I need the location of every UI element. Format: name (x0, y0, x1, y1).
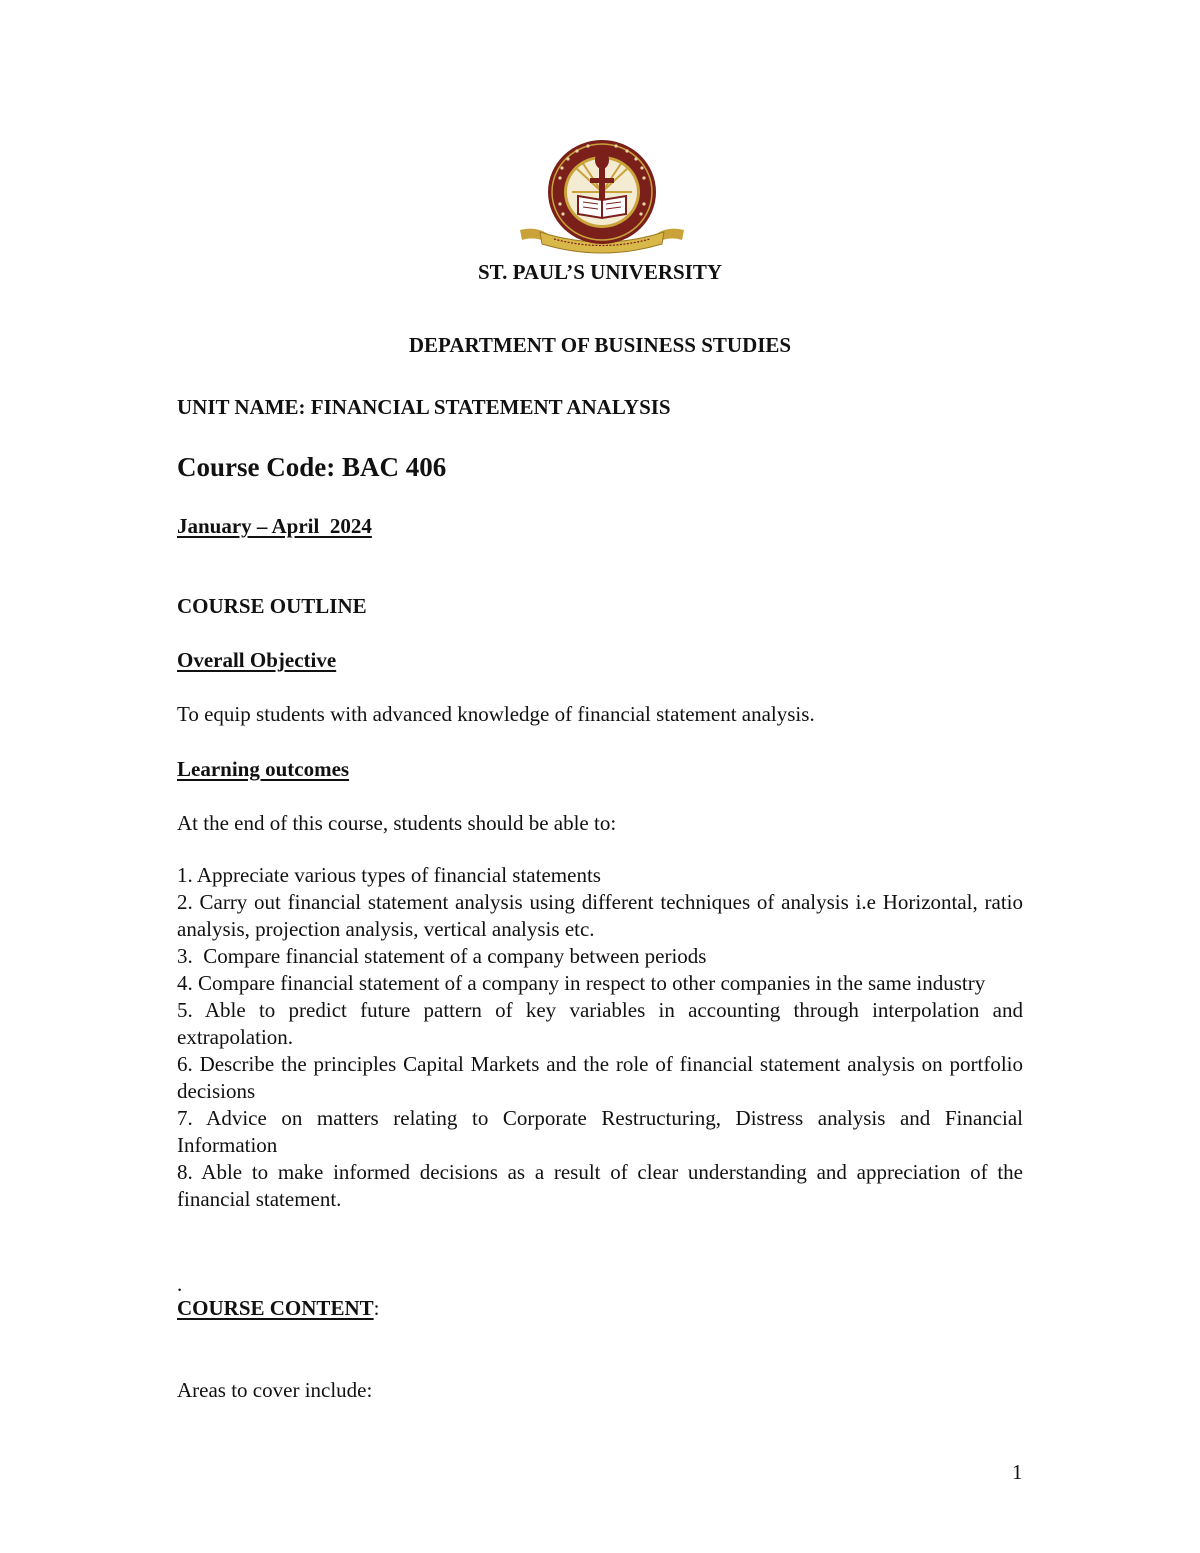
list-item: 4. Compare financial statement of a company in respect to other companies in the same industry (177, 971, 986, 995)
university-name: ST. PAUL’S UNIVERSITY (477, 260, 723, 284)
course-content-heading: COURSE CONTENT (177, 1296, 374, 1320)
list-item: 8. Able to make informed decisions as a result of clear understanding and appreciation of the financial statement. (177, 1160, 1023, 1211)
course-content-heading-line (177, 1296, 379, 1321)
areas-intro: Areas to cover include: (177, 1378, 373, 1402)
list-item: 1. Appreciate various types of financial statements (177, 863, 601, 887)
unit-name: UNIT NAME: FINANCIAL STATEMENT ANALYSIS (177, 395, 671, 419)
list-item: 5. Able to predict future pattern of key variables in accounting through interpolation and extrapolation. (177, 998, 1023, 1049)
overall-objective-heading: Overall Objective (177, 648, 337, 672)
page-number: 1 (1012, 1460, 1023, 1484)
learning-outcomes-intro: At the end of this course, students should be able to: (177, 811, 617, 835)
list-item: 2. Carry out financial statement analysis using different techniques of analysis i.e Horizontal, ratio analysis, projection analysis, vertical analysis etc. (177, 890, 1023, 941)
course-outline-heading: COURSE OUTLINE (177, 594, 367, 618)
list-item: 3. Compare financial statement of a company between periods (177, 944, 707, 968)
list-item: 7. Advice on matters relating to Corporate Restructuring, Distress analysis and Financial Information (177, 1106, 1023, 1157)
department-name: DEPARTMENT OF BUSINESS STUDIES (408, 333, 792, 357)
course-content-colon: : (373, 1296, 380, 1320)
st-pauls-university-crest-icon (516, 138, 688, 256)
overall-objective-text: To equip students with advanced knowledge of financial statement analysis. (177, 702, 815, 726)
learning-outcomes-list (177, 862, 1023, 1213)
stray-dot: . (177, 1272, 183, 1296)
course-code: Course Code: BAC 406 (177, 452, 447, 482)
list-item: 6. Describe the principles Capital Markets and the role of financial statement analysis on portfolio decisions (177, 1052, 1023, 1103)
term-dates: January – April 2024 (177, 514, 372, 538)
learning-outcomes-heading: Learning outcomes (177, 757, 350, 781)
